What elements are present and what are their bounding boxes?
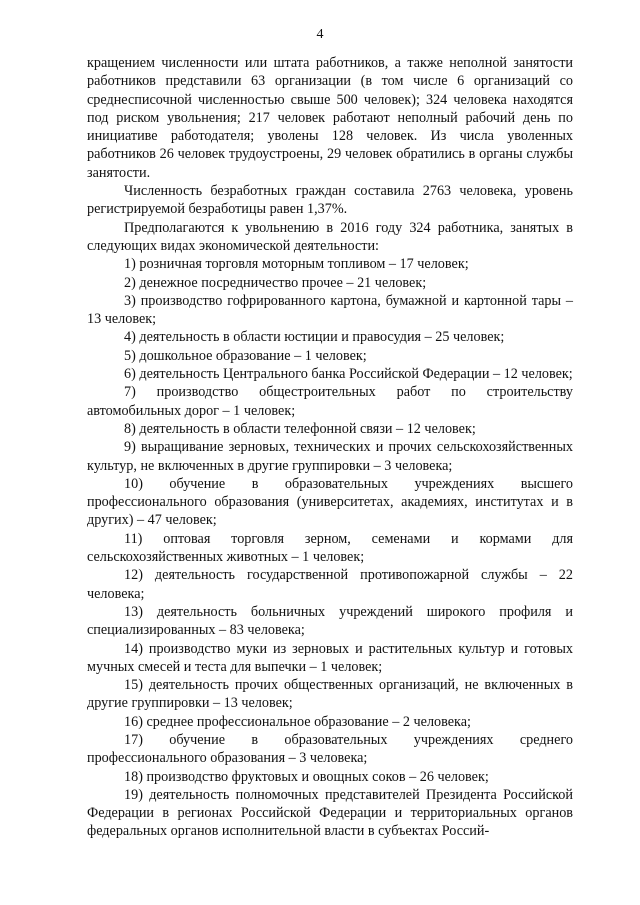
list-item: 9) выращивание зерновых, технических и прочих сельскохозяйственных культур, не включенных в другие группировки – 3 человека; <box>87 439 573 474</box>
list-item: 1) розничная торговля моторным топливом – 17 человек; <box>124 256 469 273</box>
list-item: 4) деятельность в области юстиции и правосудия – 25 человек; <box>124 329 505 346</box>
list-item: 15) деятельность прочих общественных организаций, не включенных в другие группировки – 13 человек; <box>87 677 573 712</box>
document-body <box>87 54 573 841</box>
list-item: 12) деятельность государственной противопожарной службы – 22 человека; <box>87 567 573 602</box>
list-item: 7) производство общестроительных работ по строительству автомобильных дорог – 1 человек; <box>87 384 573 419</box>
paragraph: Предполагаются к увольнению в 2016 году 324 работника, занятых в следующих видах экономической деятельности: <box>87 219 573 254</box>
page-number: 4 <box>316 27 324 42</box>
list-item: 18) производство фруктовых и овощных соков – 26 человек; <box>124 768 489 785</box>
list-item: 6) деятельность Центрального банка Российской Федерации – 12 человек; <box>124 366 573 383</box>
list-item: 5) дошкольное образование – 1 человек; <box>124 347 367 364</box>
list-item: 16) среднее профессиональное образование – 2 человека; <box>124 713 471 730</box>
list-item: 14) производство муки из зерновых и растительных культур и готовых мучных смесей и теста для выпечки – 1 человек; <box>87 640 573 675</box>
list-item: 11) оптовая торговля зерном, семенами и кормами для сельскохозяйственных животных – 1 человек; <box>87 530 573 566</box>
list-item: 8) деятельность в области телефонной связи – 12 человек; <box>124 420 476 437</box>
list-item: 10) обучение в образовательных учреждениях высшего профессионального образования (университетах, академиях, институтах и в других) – 47 человек; <box>87 475 573 529</box>
list-item: 19) деятельность полномочных представителей Президента Российской Федерации в регионах Российской Федерации и территориальных органов федеральных органов исполнительной власти в субъектах Россий- <box>87 786 573 840</box>
paragraph: кращением численности или штата работников, а также неполной занятости работников представили 63 организации (в том числе 6 организаций со среднесписочной численностью свыше 500 человек); 324 человека находятся под риском увольнения; 217 человек работают неполный рабочий день по инициативе работодателя; уволены 128 человек. Из числа уволенных работников 26 человек трудоустроены, 29 человек обратились в органы службы занятости. <box>87 55 573 181</box>
list-item: 17) обучение в образовательных учреждениях среднего профессионального образования – 3 человека; <box>87 731 573 767</box>
paragraph: Численность безработных граждан составила 2763 человека, уровень регистрируемой безработицы равен 1,37%. <box>87 183 573 218</box>
list-item: 2) денежное посредничество прочее – 21 человек; <box>124 274 427 291</box>
list-item: 13) деятельность больничных учреждений широкого профиля и специализированных – 83 человека; <box>87 603 573 639</box>
list-item: 3) производство гофрированного картона, бумажной и картонной тары – 13 человек; <box>87 292 573 328</box>
